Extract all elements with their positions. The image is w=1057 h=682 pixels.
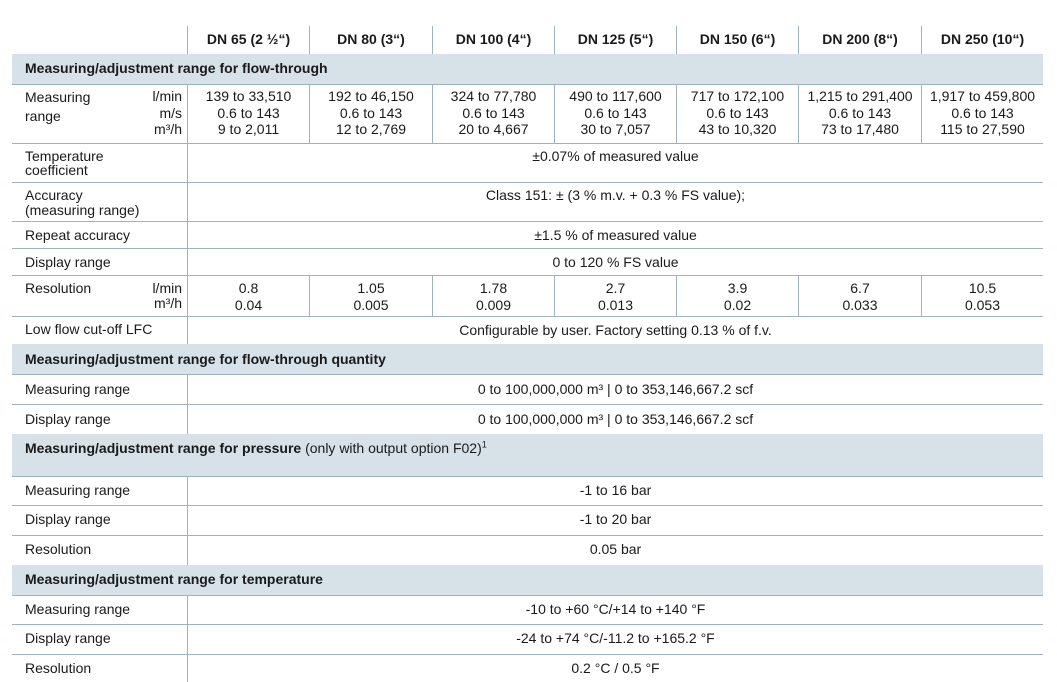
- row-divider: [12, 476, 1043, 477]
- row-divider: [12, 624, 1043, 625]
- column-divider: [432, 26, 433, 54]
- column-divider: [309, 26, 310, 54]
- column-header-dn150: DN 150 (6“): [699, 31, 776, 47]
- column-divider: [921, 26, 922, 54]
- row-divider: [12, 654, 1043, 655]
- row-divider: [12, 143, 1043, 144]
- column-divider: [187, 476, 188, 565]
- row-divider: [12, 595, 1043, 596]
- unit-label: l/min: [152, 280, 182, 296]
- row-label-range: range: [25, 108, 61, 124]
- column-divider: [187, 374, 188, 434]
- table-cell: 0.6 to 143: [217, 105, 280, 121]
- table-cell: 324 to 77,780: [450, 88, 537, 104]
- column-divider: [309, 84, 310, 143]
- table-cell: 1.05: [357, 280, 385, 296]
- pressure-title-text: Measuring/adjustment range for pressure: [25, 440, 302, 456]
- column-header-dn80: DN 80 (3“): [337, 31, 405, 47]
- column-divider: [309, 275, 310, 316]
- row-label-display-range: Display range: [25, 511, 111, 527]
- table-cell: 1.78: [479, 280, 508, 296]
- column-divider: [187, 84, 188, 344]
- column-divider: [432, 84, 433, 143]
- table-cell: 0.6 to 143: [951, 105, 1014, 121]
- table-cell: 1,917 to 459,800: [929, 88, 1036, 104]
- section-title-pressure: [25, 440, 487, 456]
- row-label-display-range: Display range: [25, 630, 111, 646]
- table-cell: 30 to 7,057: [580, 121, 651, 137]
- row-label-measuring-range: Measuring range: [25, 381, 131, 397]
- table-cell: 0.053: [964, 297, 1001, 313]
- table-cell: 0.6 to 143: [462, 105, 525, 121]
- table-cell: 0.013: [597, 297, 634, 313]
- unit-label: l/min: [152, 88, 182, 104]
- row-divider: [12, 535, 1043, 536]
- table-cell: 0.6 to 143: [339, 105, 403, 121]
- row-label-measuring-range: Measuring range: [25, 482, 131, 498]
- table-cell: 0.02: [723, 297, 752, 313]
- row-label-resolution: Resolution: [25, 280, 92, 296]
- table-cell: 0.6 to 143: [584, 105, 647, 121]
- table-cell: 0.6 to 143: [828, 105, 892, 121]
- pressure-display-range-value: -1 to 20 bar: [579, 511, 652, 527]
- repeat-accuracy-value: ±1.5 % of measured value: [534, 227, 697, 243]
- column-divider: [676, 275, 677, 316]
- row-divider: [12, 404, 1043, 405]
- row-label-resolution: Resolution: [25, 541, 92, 557]
- table-cell: 6.7: [850, 280, 870, 296]
- row-divider: [12, 221, 1043, 222]
- table-cell: 0.04: [234, 297, 263, 313]
- unit-label: m/s: [159, 105, 182, 121]
- table-cell: 490 to 117,600: [569, 88, 662, 104]
- table-cell: 192 to 46,150: [328, 88, 414, 104]
- row-divider: [12, 182, 1043, 183]
- footnote-marker: 1: [481, 439, 487, 450]
- display-range-value: 0 to 120 % FS value: [552, 254, 679, 270]
- column-divider: [676, 84, 677, 143]
- unit-label: m³/h: [154, 121, 182, 137]
- table-cell: 0.033: [842, 297, 878, 313]
- column-divider: [921, 84, 922, 143]
- row-label-accuracy: Accuracy: [25, 187, 83, 203]
- table-cell: 43 to 10,320: [698, 121, 777, 137]
- row-divider: [12, 374, 1043, 375]
- temperature-measuring-range-value: -10 to +60 °C/+14 to +140 °F: [525, 601, 706, 617]
- row-divider: [12, 84, 1043, 85]
- row-label-resolution: Resolution: [25, 660, 92, 676]
- row-label-low-flow: Low flow cut-off LFC: [25, 321, 153, 337]
- low-flow-value: Configurable by user. Factory setting 0.13 % of f.v.: [459, 322, 772, 338]
- table-cell: 9 to 2,011: [217, 121, 280, 137]
- table-cell: 0.6 to 143: [706, 105, 769, 121]
- table-cell: 10.5: [968, 280, 997, 296]
- column-divider: [554, 84, 555, 143]
- table-cell: 0.005: [353, 297, 389, 313]
- column-divider: [676, 26, 677, 54]
- column-header-dn250: DN 250 (10“): [940, 31, 1025, 47]
- table-cell: 20 to 4,667: [458, 121, 529, 137]
- row-label-measuring-range: Measuring range: [25, 601, 131, 617]
- column-divider: [798, 84, 799, 143]
- row-label-display-range: Display range: [25, 411, 111, 427]
- column-divider: [432, 275, 433, 316]
- pressure-note-text: (only with output option F02): [305, 440, 482, 456]
- row-divider: [12, 248, 1043, 249]
- column-divider: [554, 26, 555, 54]
- column-divider: [187, 595, 188, 682]
- table-cell: 1,215 to 291,400: [807, 88, 913, 104]
- column-divider: [554, 275, 555, 316]
- row-label-measuring: Measuring: [25, 89, 91, 105]
- temperature-resolution-value: 0.2 °C / 0.5 °F: [571, 660, 660, 676]
- section-title-temperature: Measuring/adjustment range for temperature: [25, 571, 323, 587]
- column-header-dn65: DN 65 (2 ½“): [206, 31, 291, 47]
- column-header-dn200: DN 200 (8“): [822, 31, 898, 47]
- column-divider: [921, 275, 922, 316]
- row-label-temperature: Temperature: [25, 148, 104, 164]
- row-divider: [12, 275, 1043, 276]
- row-divider: [12, 505, 1043, 506]
- row-divider: [12, 316, 1043, 317]
- table-cell: 717 to 172,100: [690, 88, 785, 104]
- pressure-measuring-range-value: -1 to 16 bar: [579, 482, 652, 498]
- table-cell: 3.9: [727, 280, 748, 296]
- column-divider: [798, 26, 799, 54]
- column-divider: [187, 26, 188, 54]
- column-header-dn125: DN 125 (5“): [577, 31, 654, 47]
- accuracy-value: Class 151: ± (3 % m.v. + 0.3 % FS value);: [485, 187, 746, 203]
- section-title-flow-through: Measuring/adjustment range for flow-through: [25, 60, 328, 76]
- row-label-display-range: Display range: [25, 254, 111, 270]
- table-cell: 115 to 27,590: [940, 121, 1025, 137]
- table-cell: 0.8: [238, 280, 259, 296]
- table-cell: 0.009: [475, 297, 512, 313]
- table-cell: 2.7: [605, 280, 626, 296]
- unit-label: m³/h: [154, 295, 182, 311]
- quantity-display-range-value: 0 to 100,000,000 m³ | 0 to 353,146,667.2 scf: [477, 411, 754, 427]
- temperature-display-range-value: -24 to +74 °C/-11.2 to +165.2 °F: [516, 630, 715, 646]
- pressure-note: [305, 440, 487, 456]
- section-title-quantity: Measuring/adjustment range for flow-through quantity: [25, 351, 386, 367]
- row-label-repeat-accuracy: Repeat accuracy: [25, 227, 131, 243]
- pressure-resolution-value: 0.05 bar: [589, 541, 642, 557]
- row-label-coefficient: coefficient: [25, 162, 88, 178]
- temperature-coefficient-value: ±0.07% of measured value: [532, 148, 699, 164]
- row-label-measuring-range-note: (measuring range): [25, 202, 140, 218]
- table-cell: 12 to 2,769: [335, 121, 407, 137]
- quantity-measuring-range-value: 0 to 100,000,000 m³ | 0 to 353,146,667.2 scf: [477, 381, 754, 397]
- table-cell: 73 to 17,480: [821, 121, 899, 137]
- column-divider: [798, 275, 799, 316]
- table-cell: 139 to 33,510: [205, 88, 292, 104]
- column-header-dn100: DN 100 (4“): [455, 31, 532, 47]
